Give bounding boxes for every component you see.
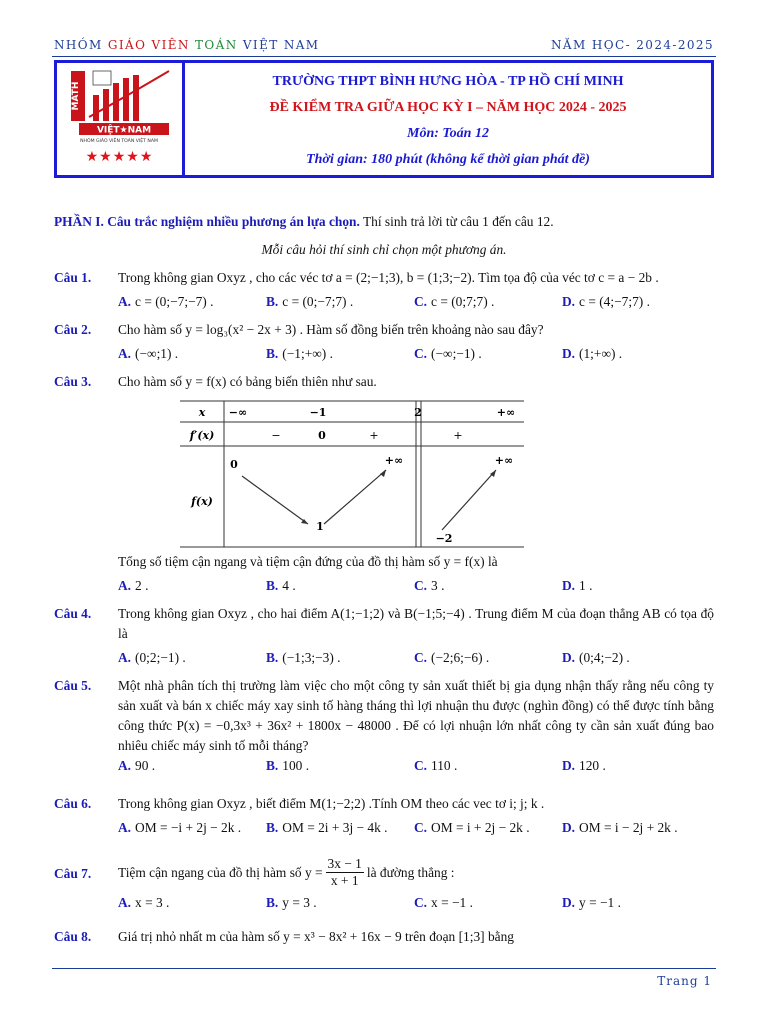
- question-text: Trong không gian Oxyz , biết điểm M(1;−2;2) .Tính OM theo các vec tơ i; j; k .: [118, 796, 545, 811]
- option-a[interactable]: A. 90 .: [118, 758, 156, 773]
- question-text: Một nhà phân tích thị trường làm việc cho một công ty sản xuất thiết bị gia dụng nhận thấy rằng nếu công ty sản xuất và bán x chiếc máy xay sinh tố hàng tháng thì lợi nhuận thu được (nghìn đồng) có thể được tính bằng công thức P(x) = −0,3x³ + 36x² + 1800x − 48000 . Để có lợi nhuận lớn nhất công ty cần sản xuất đúng bao nhiêu chiếc máy sinh tố mỗi tháng?: [118, 678, 714, 753]
- question-label: Câu 7.: [54, 866, 92, 881]
- school-name: TRƯỜNG THPT BÌNH HƯNG HÒA - TP HỒ CHÍ MINH: [272, 74, 624, 89]
- question-label: Câu 3.: [54, 374, 92, 389]
- top-bar: [54, 38, 714, 54]
- option-b[interactable]: B. (−1;3;−3) .: [266, 650, 341, 665]
- exam-duration: Thời gian: 180 phút (không kể thời gian phát đề): [306, 152, 590, 167]
- math-vietnam-logo: [65, 67, 173, 147]
- exam-header: [54, 60, 714, 178]
- option-a[interactable]: A. c = (0;−7;−7) .: [118, 294, 214, 309]
- option-c[interactable]: C. x = −1 .: [414, 895, 473, 910]
- x-value: 2: [414, 406, 422, 419]
- exam-content: [54, 212, 714, 947]
- question-label: Câu 2.: [54, 322, 92, 337]
- x-value: −∞: [228, 406, 248, 419]
- option-c[interactable]: C. 3 .: [414, 578, 445, 593]
- question-2: [54, 320, 714, 364]
- option-b[interactable]: B. c = (0;−7;7) .: [266, 294, 354, 309]
- school-year: NĂM HỌC- 2024-2025: [551, 38, 714, 52]
- option-b[interactable]: B. 100 .: [266, 758, 310, 773]
- option-d[interactable]: D. 120 .: [562, 758, 606, 773]
- question-text: Giá trị nhỏ nhất m của hàm số y = x³ − 8x² + 16x − 9 trên đoạn [1;3] bằng: [118, 929, 514, 944]
- question-3-followup: Tổng số tiệm cận ngang và tiệm cận đứng của đồ thị hàm số y = f(x) là: [118, 554, 498, 569]
- question-4: [54, 604, 714, 668]
- f-value: 1: [316, 520, 324, 533]
- row-label-fprime: f′(x): [189, 429, 215, 442]
- question-label: Câu 5.: [54, 678, 92, 693]
- option-b[interactable]: B. (−1;+∞) .: [266, 346, 333, 361]
- f-value: 0: [230, 458, 238, 471]
- bottom-divider: [52, 968, 716, 969]
- rating-stars: ★★★★★: [85, 150, 154, 165]
- question-text: Tiệm cận ngang của đồ thị hàm số y = $\frac{3x - 1}{x + 1}$ là đường thẳng :: [118, 856, 455, 888]
- f-value: +∞: [384, 454, 404, 467]
- option-c[interactable]: C. c = (0;7;7) .: [414, 294, 495, 309]
- x-value: +∞: [496, 406, 516, 419]
- subject: Môn: Toán 12: [407, 126, 489, 141]
- row-label-x: x: [198, 406, 206, 419]
- option-a[interactable]: A. x = 3 .: [118, 895, 170, 910]
- part-instruction: Mỗi câu hỏi thí sinh chỉ chọn một phương án.: [261, 242, 507, 257]
- question-6: [54, 794, 714, 838]
- option-a[interactable]: A. (0;2;−1) .: [118, 650, 186, 665]
- question-label: Câu 1.: [54, 270, 92, 285]
- question-1: [54, 268, 714, 312]
- question-text: Trong không gian Oxyz , cho các véc tơ a = (2;−1;3), b = (1;3;−2). Tìm tọa độ của véc tơ c = a − 2b .: [118, 270, 659, 285]
- exam-title: ĐỀ KIỂM TRA GIỮA HỌC KỲ I – NĂM HỌC 2024 - 2025: [269, 100, 627, 115]
- option-d[interactable]: D. (0;4;−2) .: [562, 650, 630, 665]
- option-d[interactable]: D. (1;+∞) .: [562, 346, 623, 361]
- option-c[interactable]: C. (−∞;−1) .: [414, 346, 482, 361]
- option-a[interactable]: A. OM = −i + 2j − 2k .: [118, 820, 242, 835]
- top-divider: [52, 56, 716, 57]
- question-7: [54, 856, 714, 913]
- row-label-f: f(x): [191, 495, 213, 508]
- option-d[interactable]: D. c = (4;−7;7) .: [562, 294, 650, 309]
- question-5: [54, 676, 714, 776]
- option-b[interactable]: B. OM = 2i + 3j − 4k .: [266, 820, 388, 835]
- sign-value: +: [369, 429, 379, 442]
- question-text: Trong không gian Oxyz , cho hai điểm A(1;−1;2) và B(−1;5;−4) . Trung điểm M của đoạn thẳng AB có tọa độ là: [118, 606, 714, 641]
- question-text: Cho hàm số y = log₃(x² − 2x + 3) . Hàm số đồng biến trên khoảng nào sau đây?: [118, 322, 544, 337]
- svg-text:VIỆT★NAM: VIỆT★NAM: [96, 125, 152, 136]
- f-value: −2: [435, 532, 453, 545]
- fraction: $\frac{3x - 1}{x + 1}$: [327, 856, 362, 888]
- logo-box: [57, 63, 185, 175]
- sign-value: 0: [318, 429, 326, 442]
- x-value: −1: [309, 406, 327, 419]
- option-b[interactable]: B. y = 3 .: [266, 895, 317, 910]
- question-8: [54, 927, 714, 947]
- option-d[interactable]: D. OM = i − 2j + 2k .: [562, 820, 678, 835]
- variation-table: [180, 400, 524, 548]
- option-b[interactable]: B. 4 .: [266, 578, 296, 593]
- page-number: Trang 1: [657, 974, 712, 988]
- option-a[interactable]: A. (−∞;1) .: [118, 346, 179, 361]
- option-d[interactable]: D. 1 .: [562, 578, 593, 593]
- option-a[interactable]: A. 2 .: [118, 578, 149, 593]
- option-d[interactable]: D. y = −1 .: [562, 895, 621, 910]
- option-c[interactable]: C. 110 .: [414, 758, 458, 773]
- sign-value: +: [453, 429, 463, 442]
- question-label: Câu 4.: [54, 606, 92, 621]
- question-label: Câu 6.: [54, 796, 92, 811]
- part-heading: PHẦN I. Câu trắc nghiệm nhiều phương án lựa chọn. Thí sinh trả lời từ câu 1 đến câu 12.: [54, 214, 554, 229]
- option-c[interactable]: C. OM = i + 2j − 2k .: [414, 820, 530, 835]
- group-name: NHÓM GIÁO VIÊN TOÁN VIỆT NAM: [54, 38, 320, 52]
- svg-text:MATH: MATH: [71, 81, 81, 111]
- f-value: +∞: [494, 454, 514, 467]
- svg-text:NHÓM GIÁO VIÊN TOÁN VIỆT NAM: NHÓM GIÁO VIÊN TOÁN VIỆT NAM: [80, 139, 158, 144]
- question-text: Cho hàm số y = f(x) có bảng biến thiên như sau.: [118, 374, 377, 389]
- question-3: [54, 372, 714, 392]
- question-label: Câu 8.: [54, 929, 92, 944]
- option-c[interactable]: C. (−2;6;−6) .: [414, 650, 490, 665]
- sign-value: −: [271, 429, 281, 442]
